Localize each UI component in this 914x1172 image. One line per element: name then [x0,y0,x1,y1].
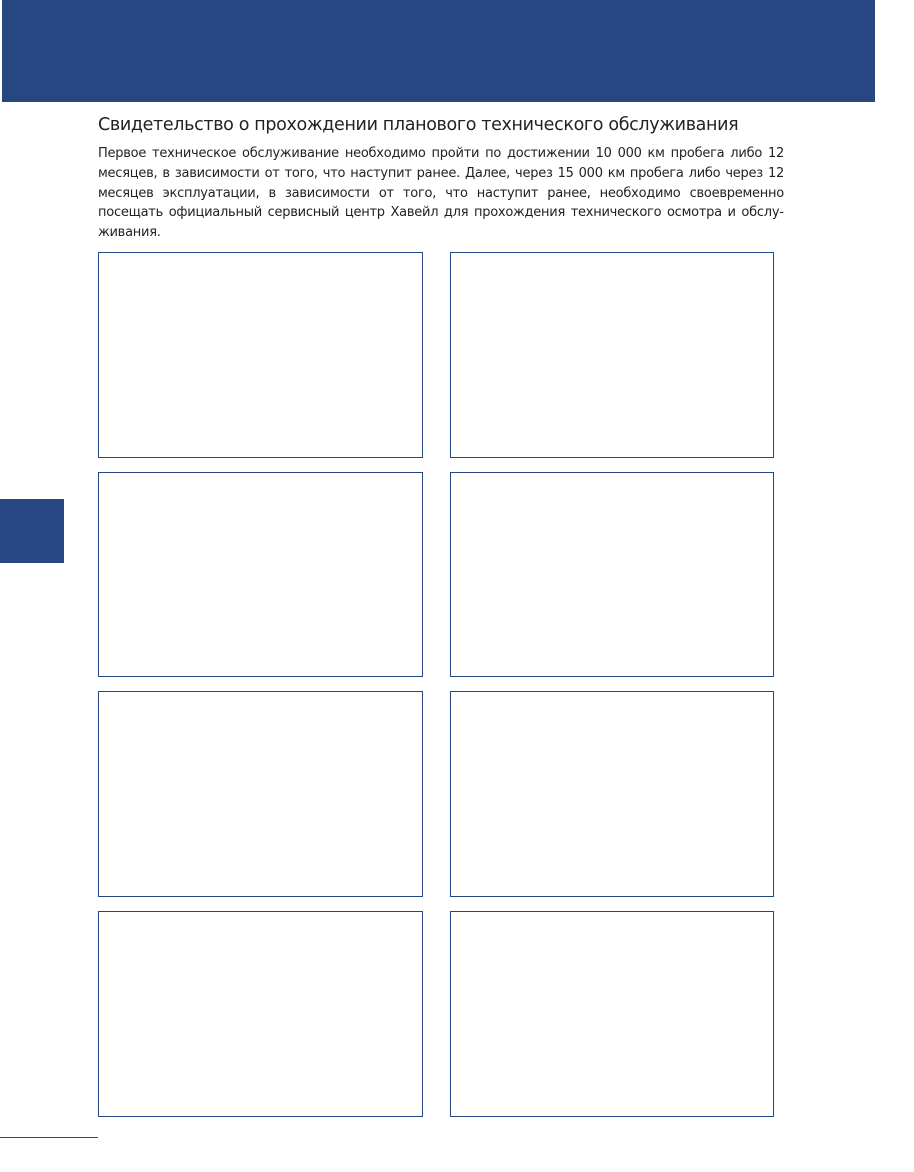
intro-paragraph: Первое техническое обслуживание необходимо пройти по достижении 10 000 км пробега либо 12 месяцев, в зависимости от того, что наступит ранее. Далее, через 15 000 км пробега либо через 12 месяцев эксплуатации, в зависимости от того, что наступит ранее, необходимо своевременно посещать официальный сервисный центр Хавейл для прохождения технического осмотра и обслуживания. [98,146,784,241]
footer-rule [0,1137,98,1138]
service-record-box-7 [98,911,423,1117]
service-record-box-2 [450,252,774,458]
service-record-box-4 [450,472,774,677]
service-record-box-3 [98,472,423,677]
service-record-box-8 [450,911,774,1117]
header-band [2,0,875,102]
service-record-box-1 [98,252,423,458]
service-record-box-6 [450,691,774,897]
section-tab-marker [0,499,64,563]
page-title: Свидетельство о прохождении планового технического обслуживания [98,115,739,135]
service-record-box-5 [98,691,423,897]
